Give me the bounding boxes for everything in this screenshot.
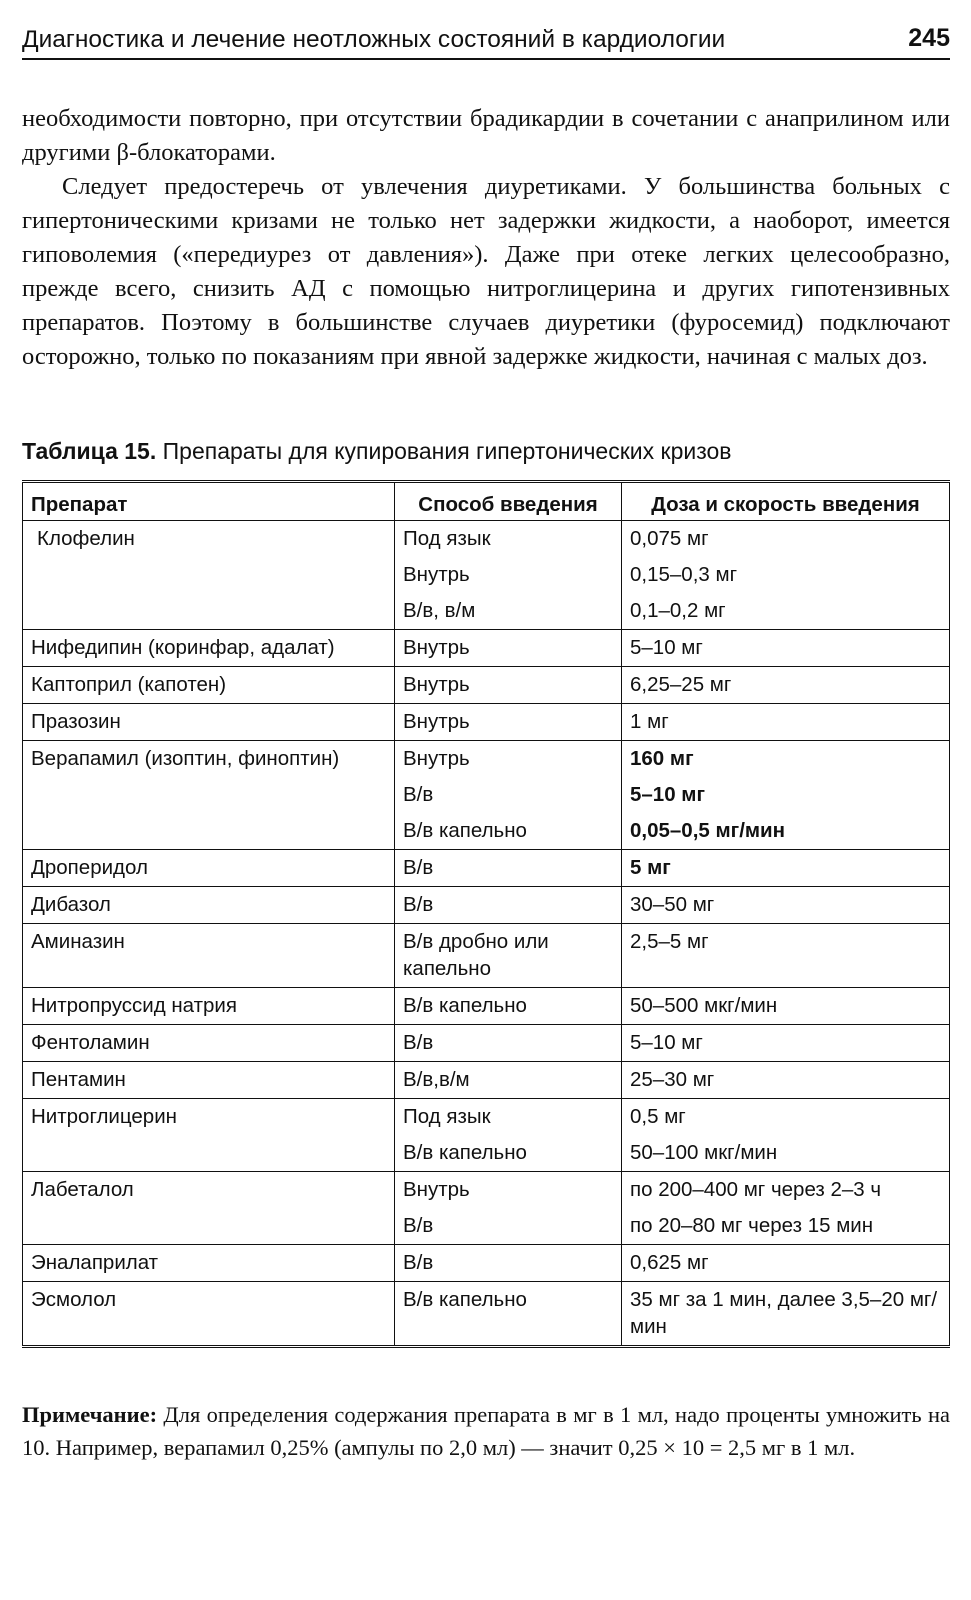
dose-value: 0,625 мг <box>630 1251 709 1274</box>
route-value: В/в капельно <box>403 994 527 1017</box>
table-body <box>23 521 950 1347</box>
cell-route <box>395 988 622 1025</box>
dose-value: 2,5–5 мг <box>630 930 709 953</box>
body-text <box>22 102 950 374</box>
cell-route <box>395 1282 622 1347</box>
route-value: В/в <box>403 1031 434 1054</box>
cell-drug: Дибазол <box>23 887 395 924</box>
cell-drug: Дроперидол <box>23 850 395 887</box>
cell-drug: Нитропруссид натрия <box>23 988 395 1025</box>
dose-value: 5–10 мг <box>630 783 706 806</box>
cell-dose <box>622 1025 950 1062</box>
route-value: Внутрь <box>403 563 470 586</box>
cell-drug: Фентоламин <box>23 1025 395 1062</box>
dose-value: 35 мг за 1 мин, далее 3,5–20 мг/мин <box>630 1288 938 1338</box>
table-row <box>23 1099 950 1172</box>
cell-drug: Лабеталол <box>23 1172 395 1245</box>
table-row <box>23 1245 950 1282</box>
table-row <box>23 1062 950 1099</box>
table-row <box>23 887 950 924</box>
table-note <box>22 1398 950 1464</box>
cell-route <box>395 521 622 630</box>
cell-drug: Эналаприлат <box>23 1245 395 1282</box>
header-route: Способ введения <box>395 482 622 521</box>
dose-value: 160 мг <box>630 747 694 770</box>
table-row <box>23 704 950 741</box>
cell-dose <box>622 1062 950 1099</box>
route-value: Внутрь <box>403 636 470 659</box>
table-row <box>23 630 950 667</box>
note-text: Для определения содержания препарата в мг в 1 мл, надо проценты умножить на 10. Например, верапамил 0,25% (ампулы по 2,0 мл) — значит 0,25 × 10 = 2,5 мг в 1 мл. <box>22 1402 950 1460</box>
route-value: В/в <box>403 1251 434 1274</box>
table-row <box>23 850 950 887</box>
dose-value: 5 мг <box>630 856 671 879</box>
dose-value: 6,25–25 мг <box>630 673 732 696</box>
cell-route <box>395 924 622 988</box>
cell-drug: Нифедипин (коринфар, адалат) <box>23 630 395 667</box>
dose-value: 0,5 мг <box>630 1105 686 1128</box>
table-row <box>23 988 950 1025</box>
cell-route <box>395 1099 622 1172</box>
page-number: 245 <box>908 24 950 52</box>
dose-value: 0,05–0,5 мг/мин <box>630 819 786 842</box>
cell-drug: Эсмолол <box>23 1282 395 1347</box>
cell-dose <box>622 1282 950 1347</box>
cell-drug: Клофелин <box>23 521 395 630</box>
cell-route <box>395 850 622 887</box>
running-header <box>22 18 950 60</box>
table-row <box>23 1282 950 1347</box>
dose-value: 50–500 мкг/мин <box>630 994 778 1017</box>
route-value: В/в дробно или капельно <box>403 930 549 980</box>
dose-value: по 20–80 мг через 15 мин <box>630 1214 874 1237</box>
route-value: Под язык <box>403 1105 491 1128</box>
cell-drug: Нитроглицерин <box>23 1099 395 1172</box>
dose-value: 30–50 мг <box>630 893 715 916</box>
cell-route <box>395 667 622 704</box>
table-row <box>23 667 950 704</box>
cell-dose <box>622 924 950 988</box>
cell-dose <box>622 1099 950 1172</box>
cell-dose <box>622 521 950 630</box>
cell-dose <box>622 630 950 667</box>
route-value: В/в капельно <box>403 1141 527 1164</box>
table-caption-label: Таблица 15. <box>22 438 157 464</box>
dose-value: 0,1–0,2 мг <box>630 599 726 622</box>
route-value: Внутрь <box>403 673 470 696</box>
route-value: В/в <box>403 783 434 806</box>
table-caption <box>22 438 950 465</box>
cell-route <box>395 704 622 741</box>
cell-dose <box>622 1172 950 1245</box>
dose-value: 0,15–0,3 мг <box>630 563 738 586</box>
table-row <box>23 1172 950 1245</box>
cell-drug: Пентамин <box>23 1062 395 1099</box>
route-value: Под язык <box>403 527 491 550</box>
dose-value: 1 мг <box>630 710 669 733</box>
note-label: Примечание: <box>22 1402 158 1427</box>
cell-dose <box>622 850 950 887</box>
cell-dose <box>622 741 950 850</box>
cell-drug: Каптоприл (капотен) <box>23 667 395 704</box>
table-header-row <box>23 482 950 521</box>
dose-value: 0,075 мг <box>630 527 709 550</box>
dose-value: 50–100 мкг/мин <box>630 1141 778 1164</box>
table-row <box>23 521 950 630</box>
route-value: Внутрь <box>403 747 470 770</box>
cell-dose <box>622 887 950 924</box>
route-value: В/в, в/м <box>403 599 476 622</box>
route-value: Внутрь <box>403 710 470 733</box>
paragraph: необходимости повторно, при отсутствии брадикардии в сочетании с анаприлином или другими β-блокаторами. <box>22 105 950 166</box>
cell-route <box>395 1062 622 1099</box>
header-drug: Препарат <box>23 482 395 521</box>
cell-drug: Аминазин <box>23 924 395 988</box>
table-row <box>23 741 950 850</box>
running-header-title: Диагностика и лечение неотложных состояний в кардиологии <box>22 26 726 53</box>
cell-route <box>395 887 622 924</box>
dose-value: 5–10 мг <box>630 636 703 659</box>
cell-route <box>395 630 622 667</box>
drug-table <box>22 480 950 1348</box>
dose-value: по 200–400 мг через 2–3 ч <box>630 1178 882 1201</box>
route-value: В/в капельно <box>403 819 527 842</box>
route-value: В/в <box>403 1214 434 1237</box>
cell-route <box>395 741 622 850</box>
cell-drug: Празозин <box>23 704 395 741</box>
cell-drug: Верапамил (изоптин, финоптин) <box>23 741 395 850</box>
cell-route <box>395 1025 622 1062</box>
route-value: В/в <box>403 893 434 916</box>
cell-dose <box>622 1245 950 1282</box>
cell-dose <box>622 704 950 741</box>
header-dose: Доза и скорость введения <box>622 482 950 521</box>
table-row <box>23 1025 950 1062</box>
cell-dose <box>622 667 950 704</box>
table-caption-text: Препараты для купирования гипертонических кризов <box>156 438 732 464</box>
table-row <box>23 924 950 988</box>
cell-dose <box>622 988 950 1025</box>
dose-value: 25–30 мг <box>630 1068 715 1091</box>
paragraph: Следует предостеречь от увлечения диуретиками. У большинства больных с гипертоническими кризами не только нет задержки жидкости, а наоборот, имеется гиповолемия («передиурез от давления»). Даже при отеке легких целесообразно, прежде всего, снизить АД с помощью нитроглицерина и других гипотензивных препаратов. Поэтому в большинстве случаев диуретики (фуросемид) подключают осторожно, только по показаниям при явной задержке жидкости, начиная с малых доз. <box>22 173 950 370</box>
dose-value: 5–10 мг <box>630 1031 703 1054</box>
route-value: Внутрь <box>403 1178 470 1201</box>
cell-route <box>395 1172 622 1245</box>
route-value: В/в,в/м <box>403 1068 470 1091</box>
route-value: В/в <box>403 856 434 879</box>
cell-route <box>395 1245 622 1282</box>
route-value: В/в капельно <box>403 1288 527 1311</box>
